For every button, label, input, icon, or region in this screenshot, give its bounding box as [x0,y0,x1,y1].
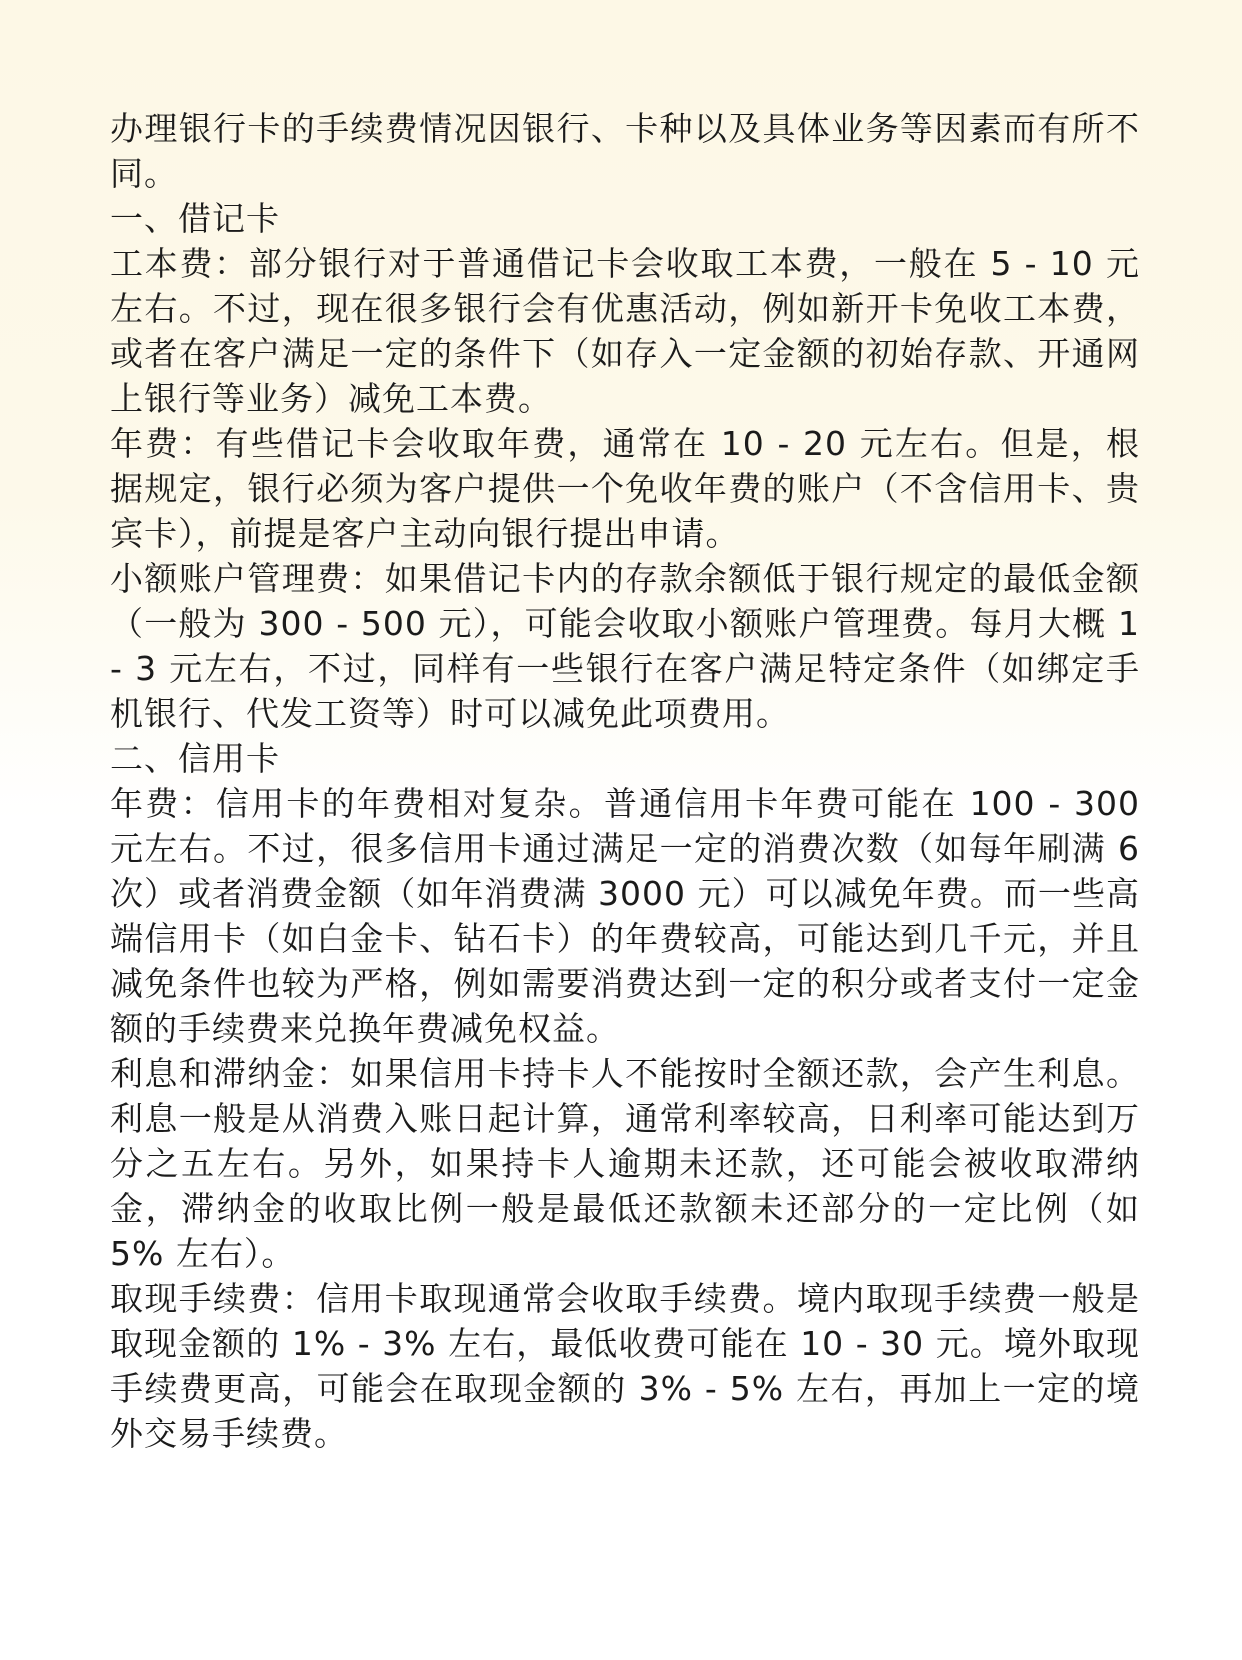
intro-paragraph: 办理银行卡的手续费情况因银行、卡种以及具体业务等因素而有所不同。 [110,109,1140,193]
section-heading-credit: 二、信用卡 [110,739,280,778]
debit-fee-paragraph-annual: 年费：有些借记卡会收取年费，通常在 10 - 20 元左右。但是，根据规定，银行必须为客户提供一个免收年费的账户（不含信用卡、贵宾卡），前提是客户主动向银行提出申请。 [110,424,1140,553]
credit-fee-paragraph-annual: 年费：信用卡的年费相对复杂。普通信用卡年费可能在 100 - 300 元左右。不过，很多信用卡通过满足一定的消费次数（如每年刷满 6 次）或者消费金额（如年消费满 3000 元）可以减免年费。而一些高端信用卡（如白金卡、钻石卡）的年费较高，可能达到几千元，并且减免条件也较为严格，例如需要消费达到一定的积分或者支付一定金额的手续费来兑换年费减免权益。 [110,784,1140,1048]
article [110,106,1140,1456]
debit-fee-paragraph-card-cost: 工本费：部分银行对于普通借记卡会收取工本费，一般在 5 - 10 元左右。不过，现在很多银行会有优惠活动，例如新开卡免收工本费，或者在客户满足一定的条件下（如存入一定金额的初始存款、开通网上银行等业务）减免工本费。 [110,244,1140,418]
credit-fee-paragraph-cash-advance: 取现手续费：信用卡取现通常会收取手续费。境内取现手续费一般是取现金额的 1% - 3% 左右，最低收费可能在 10 - 30 元。境外取现手续费更高，可能会在取现金额的 3% - 5% 左右，再加上一定的境外交易手续费。 [110,1279,1140,1453]
credit-fee-paragraph-interest: 利息和滞纳金：如果信用卡持卡人不能按时全额还款，会产生利息。利息一般是从消费入账日起计算，通常利率较高，日利率可能达到万分之五左右。另外，如果持卡人逾期未还款，还可能会被收取滞纳金，滞纳金的收取比例一般是最低还款额未还部分的一定比例（如 5% 左右）。 [110,1054,1140,1273]
debit-fee-paragraph-small-account: 小额账户管理费：如果借记卡内的存款余额低于银行规定的最低金额（一般为 300 - 500 元），可能会收取小额账户管理费。每月大概 1 - 3 元左右，不过，同样有一些银行在客户满足特定条件（如绑定手机银行、代发工资等）时可以减免此项费用。 [110,559,1140,733]
section-heading-debit: 一、借记卡 [110,199,280,238]
